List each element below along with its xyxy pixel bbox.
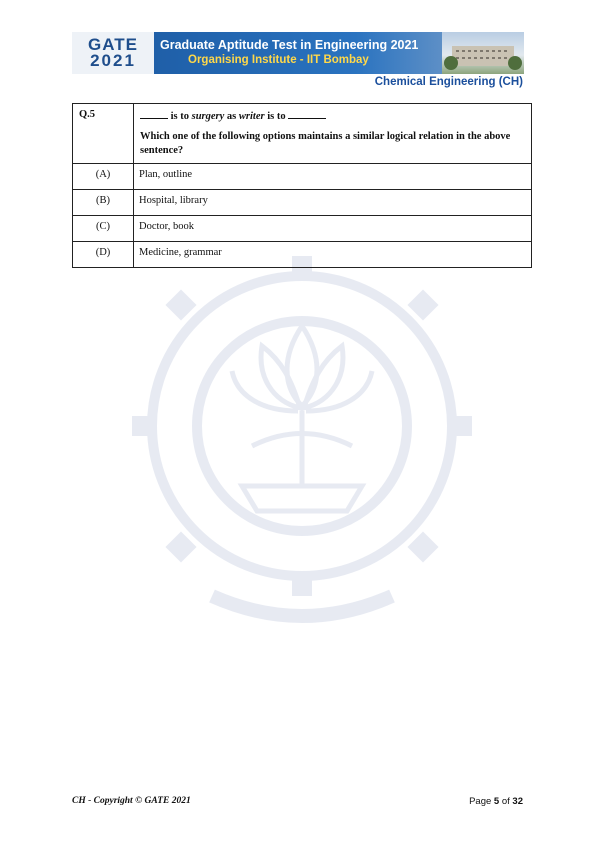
question-table: [72, 103, 532, 268]
option-row-c: [73, 216, 532, 242]
option-text: Doctor, book: [134, 216, 532, 242]
question-row: [73, 104, 532, 164]
stem-word-writer: writer: [238, 111, 265, 122]
option-row-a: [73, 164, 532, 190]
institute-building-image: [442, 32, 524, 74]
footer-copyright: CH - Copyright © GATE 2021: [72, 796, 191, 806]
option-label: (B): [73, 190, 134, 216]
header-banner: [72, 32, 524, 74]
option-row-b: [73, 190, 532, 216]
option-text: Plan, outline: [134, 164, 532, 190]
page-current: 5: [493, 796, 500, 807]
option-label: (D): [73, 242, 134, 268]
gate-logo-year: 2021: [90, 51, 136, 70]
question-stem: is to surgery as writer is to: [140, 109, 525, 124]
answer-blank-2: [288, 109, 326, 119]
paper-name: Chemical Engineering (CH): [374, 76, 523, 88]
option-label: (C): [73, 216, 134, 242]
institute-emblem-watermark: [122, 246, 482, 626]
banner-title: Graduate Aptitude Test in Engineering 2021: [160, 38, 419, 52]
question-text: [134, 104, 532, 164]
question-prompt: Which one of the following options maintains a similar logical relation in the above sentence?: [140, 131, 511, 156]
banner-text-area: [154, 32, 442, 74]
footer-page-number: Page 5 of 32: [469, 796, 523, 807]
gate-logo: [72, 32, 154, 74]
page-total: 32: [512, 796, 523, 807]
option-text: Medicine, grammar: [134, 242, 532, 268]
option-text: Hospital, library: [134, 190, 532, 216]
banner-subtitle: Organising Institute - IIT Bombay: [188, 54, 369, 66]
option-row-d: [73, 242, 532, 268]
answer-blank-1: [140, 109, 168, 119]
question-number: Q.5: [73, 104, 134, 164]
stem-word-surgery: surgery: [191, 111, 225, 122]
gate-logo-word: GATE: [88, 35, 138, 54]
option-label: (A): [73, 164, 134, 190]
